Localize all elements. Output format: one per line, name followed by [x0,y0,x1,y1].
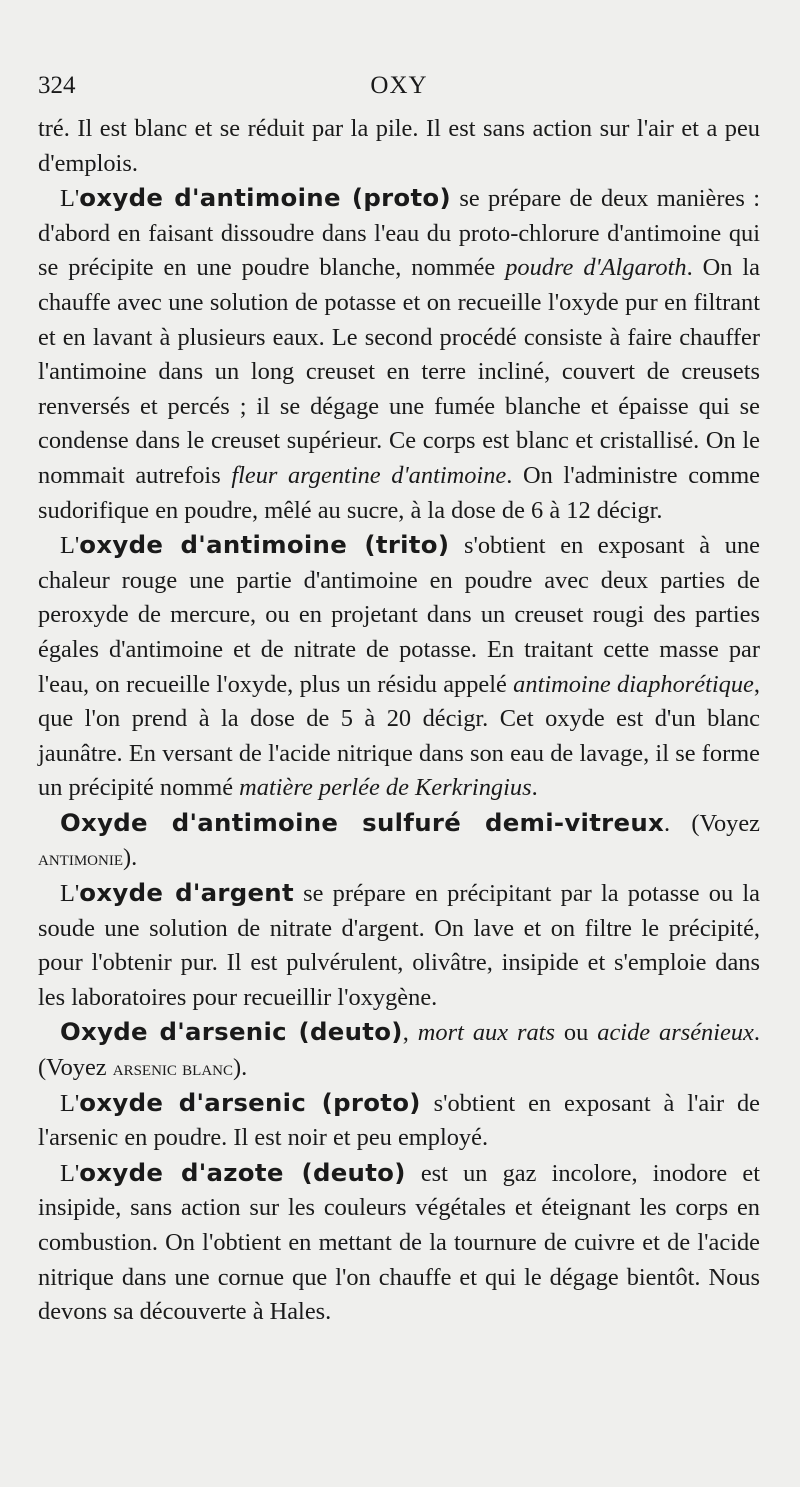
entry-italic-term: fleur argentine d'antimoine [231,461,507,489]
paragraph-continuation [38,112,760,181]
entry-text: est un gaz incolore, inodore et insipide, sans action sur les couleurs végétales et éteignant les corps en combustion. On l'obtient en mettant de la tournure de cuivre et de l'acide nitrique dans une cornue que l'on chauffe et qui le dégage bientôt. Nous devons sa découverte à Hales. [38,1159,760,1326]
entry-text: . [531,774,538,802]
entry-text: se prépare en précipitant par la potasse ou la soude une solution de nitrate d'argent. On lave et on filtre le précipité, pour l'obtenir pur. Il est pulvérulent, olivâtre, insipide et s'emploie dans les laboratoires pour recueillir l'oxygène. [38,880,760,1011]
entry-text: . On l'administre comme sudorifique en poudre, mêlé au sucre, à la dose de 6 à 12 décigr. [38,461,760,524]
entry-article: L' [60,1159,80,1187]
entry-oxyde-azote-deuto [38,1156,760,1330]
page-header [38,72,760,106]
entry-article: L' [60,532,80,560]
entry-italic-term: matière perlée de Kerkringius [239,774,532,802]
page-number: 324 [38,72,76,99]
entry-oxyde-antimoine-trito [38,528,760,806]
entry-oxyde-antimoine-sulfure [38,806,760,876]
entry-headword: Oxyde d'antimoine sulfuré demi-vitreux [60,807,665,837]
entry-italic-term: antimoine diaphorétique [513,670,754,698]
entry-italic-term: acide arsénieux [597,1019,754,1047]
entry-headword: Oxyde d'arsenic (deuto) [60,1017,403,1047]
entry-article: L' [60,880,80,908]
entry-text: ). [233,1054,248,1082]
entry-article: L' [60,1089,80,1117]
entry-text: se prépare de deux manières : d'abord en faisant dissoudre dans l'eau du proto-chlorure d'antimoine qui se précipite en une poudre blanche, nommée [38,185,760,282]
entry-oxyde-arsenic-proto [38,1086,760,1156]
entry-headword: oxyde d'arsenic (proto) [79,1087,421,1117]
entry-oxyde-arsenic-deuto [38,1015,760,1085]
entry-oxyde-antimoine-proto [38,181,760,528]
entry-headword: oxyde d'azote (deuto) [79,1157,406,1187]
cross-reference: antimonie [38,846,123,871]
entry-italic-term: mort aux rats [417,1019,555,1047]
cross-reference: arsenic blanc [112,1056,233,1081]
entry-headword: oxyde d'argent [79,878,294,908]
entry-text: , [402,1019,418,1047]
entry-text: . (Voyez [664,809,760,837]
entry-text: s'obtient en exposant à l'air de l'arsenic en poudre. Il est noir et peu employé. [38,1089,760,1152]
paragraph-text: tré. Il est blanc et se réduit par la pile. Il est sans action sur l'air et a peu d'emplois. [38,115,760,177]
running-head: OXY [370,72,428,99]
entry-oxyde-argent [38,876,760,1015]
entry-text: s'obtient en exposant à une chaleur rouge une partie d'antimoine en poudre avec deux parties de peroxyde de mercure, ou en projetant dans un creuset rougi des parties égales d'antimoine et de nitrate de potasse. En traitant cette masse par l'eau, on recueille l'oxyde, plus un résidu appelé [38,532,760,698]
entry-text: ). [122,844,138,872]
entry-text: ou [554,1019,598,1047]
entry-text: . (Voyez [38,1019,760,1082]
entry-italic-term: poudre d'Algaroth [505,254,687,282]
entry-text: , que l'on prend à la dose de 5 à 20 décigr. Cet oxyde est d'un blanc jaunâtre. En versant de l'acide nitrique dans son eau de lavage, il se forme un précipité nommé [38,670,760,802]
body-text [38,112,760,1330]
entry-headword: oxyde d'antimoine (proto) [79,183,451,213]
entry-article: L' [60,185,80,213]
entry-headword: oxyde d'antimoine (trito) [79,530,450,560]
entry-text: . On la chauffe avec une solution de potasse et on recueille l'oxyde pur en filtrant et en lavant à plusieurs eaux. Le second procédé consiste à faire chauffer l'antimoine dans un long creuset en terre incliné, couvert de creusets renversés et percés ; il se dégage une fumée blanche et épaisse qui se condense dans le creuset supérieur. Ce corps est blanc et cristallisé. On le nommait autrefois [38,254,760,489]
